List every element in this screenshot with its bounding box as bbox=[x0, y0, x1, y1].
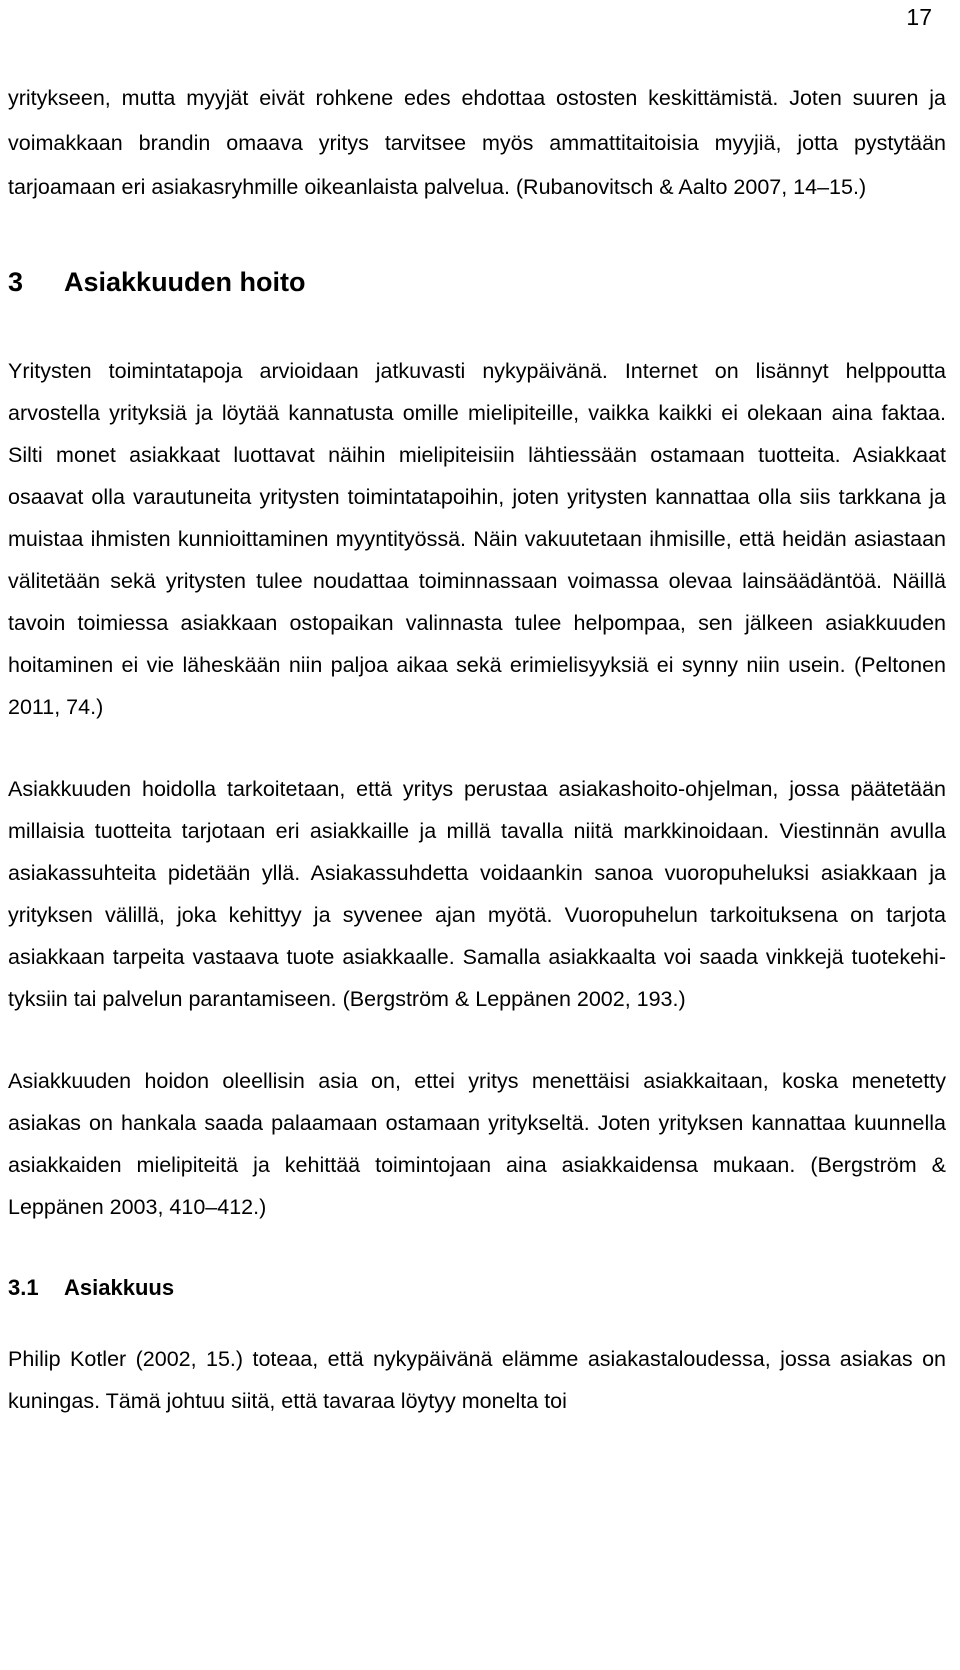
page-number: 17 bbox=[906, 4, 932, 30]
heading-number: 3.1 bbox=[8, 1274, 39, 1300]
paragraph-asiakkaiden-menettaminen: Asiakkuuden hoidon oleellisin asia on, ettei yritys menettäisi asiakkaitaan, koska menetetty asiakas on hankala saada palaamaan ostamaan yritykseltä. Joten yrityksen kannattaa kuunnella asiakkaiden mielipiteitä ja kehittää toimintojaan aina asiakkaidensa mukaan. (Bergström & Leppänen 2003, 410–412.) bbox=[8, 1068, 946, 1219]
paragraph-asiakkuuden-hoito: Asiakkuuden hoidolla tarkoitetaan, että yritys perustaa asiakashoito-ohjelman, jossa päätetään millaisia tuotteita tarjotaan eri asiakkaille ja millä tavalla niitä markkinoidaan. Viestinnän avulla asiakassuhteita pidetään yllä. Asiakassuhdetta voidaankin sanoa vuoropuheluksi asiakkaan ja yrityksen välillä, joka kehittyy ja syvenee ajan myötä. Vuoropuhelun tarkoituksena on tarjota asiakkaan tarpeita vastaava tuote asiakkaalle. Samalla asiakkaalta voi saada vinkkejä tuotekehityksiin tai palvelun parantamiseen. (Bergström & Leppänen 2002, 193.) bbox=[8, 776, 946, 1011]
heading-number: 3 bbox=[8, 266, 24, 297]
heading-section-3-1 bbox=[8, 1268, 946, 1308]
paragraph-kotler: Philip Kotler (2002, 15.) toteaa, että nykypäivänä elämme asiakastaloudessa, jossa asiakas on kuningas. Tämä johtuu siitä, että tavaraa löytyy monelta toi bbox=[8, 1346, 946, 1413]
heading-title: Asiakkuus bbox=[64, 1274, 175, 1300]
paragraph-toimintatavat: Yritysten toimintatapoja arvioidaan jatkuvasti nykypäivänä. Internet on lisännyt helppoutta arvostella yrityksiä ja löytää kannatusta omille mielipiteille, vaikka kaikki ei olekaan aina faktaa. Silti monet asiakkaat luottavat näihin mielipiteisiin lähtiessään ostamaan tuotteita. Asiakkaat osaavat olla varautuneita yritysten toimintatapoihin, joten yritysten kannattaa olla siis tarkkana ja muistaa ihmisten kunnioittaminen myyntityössä. Näin vakuutetaan ihmisille, että heidän asiastaan välitetään sekä yritysten tulee noudattaa toiminnassaan voimassa olevaa lainsäädäntöä. Näillä tavoin toimiessa asiakkaan ostopaikan valinnasta tulee helpompaa, sen jälkeen asiakkuuden hoitaminen ei vie läheskään niin paljoa aikaa sekä erimielisyyksiä ei synny niin usein. (Peltonen 2011, 74.) bbox=[8, 358, 946, 719]
paragraph-intro: yritykseen, mutta myyjät eivät rohkene edes ehdottaa ostosten keskittämistä. Joten suuren ja voimakkaan brandin omaava yritys tarvitsee myös ammattitaitoisia myyjiä, jotta pystytään tarjoamaan eri asiakasryhmille oikeanlaista palvelua. (Rubanovitsch & Aalto 2007, 14–15.) bbox=[8, 86, 946, 200]
heading-section-3 bbox=[8, 262, 946, 302]
heading-title: Asiakkuuden hoito bbox=[64, 266, 306, 297]
document-body bbox=[8, 76, 946, 1422]
